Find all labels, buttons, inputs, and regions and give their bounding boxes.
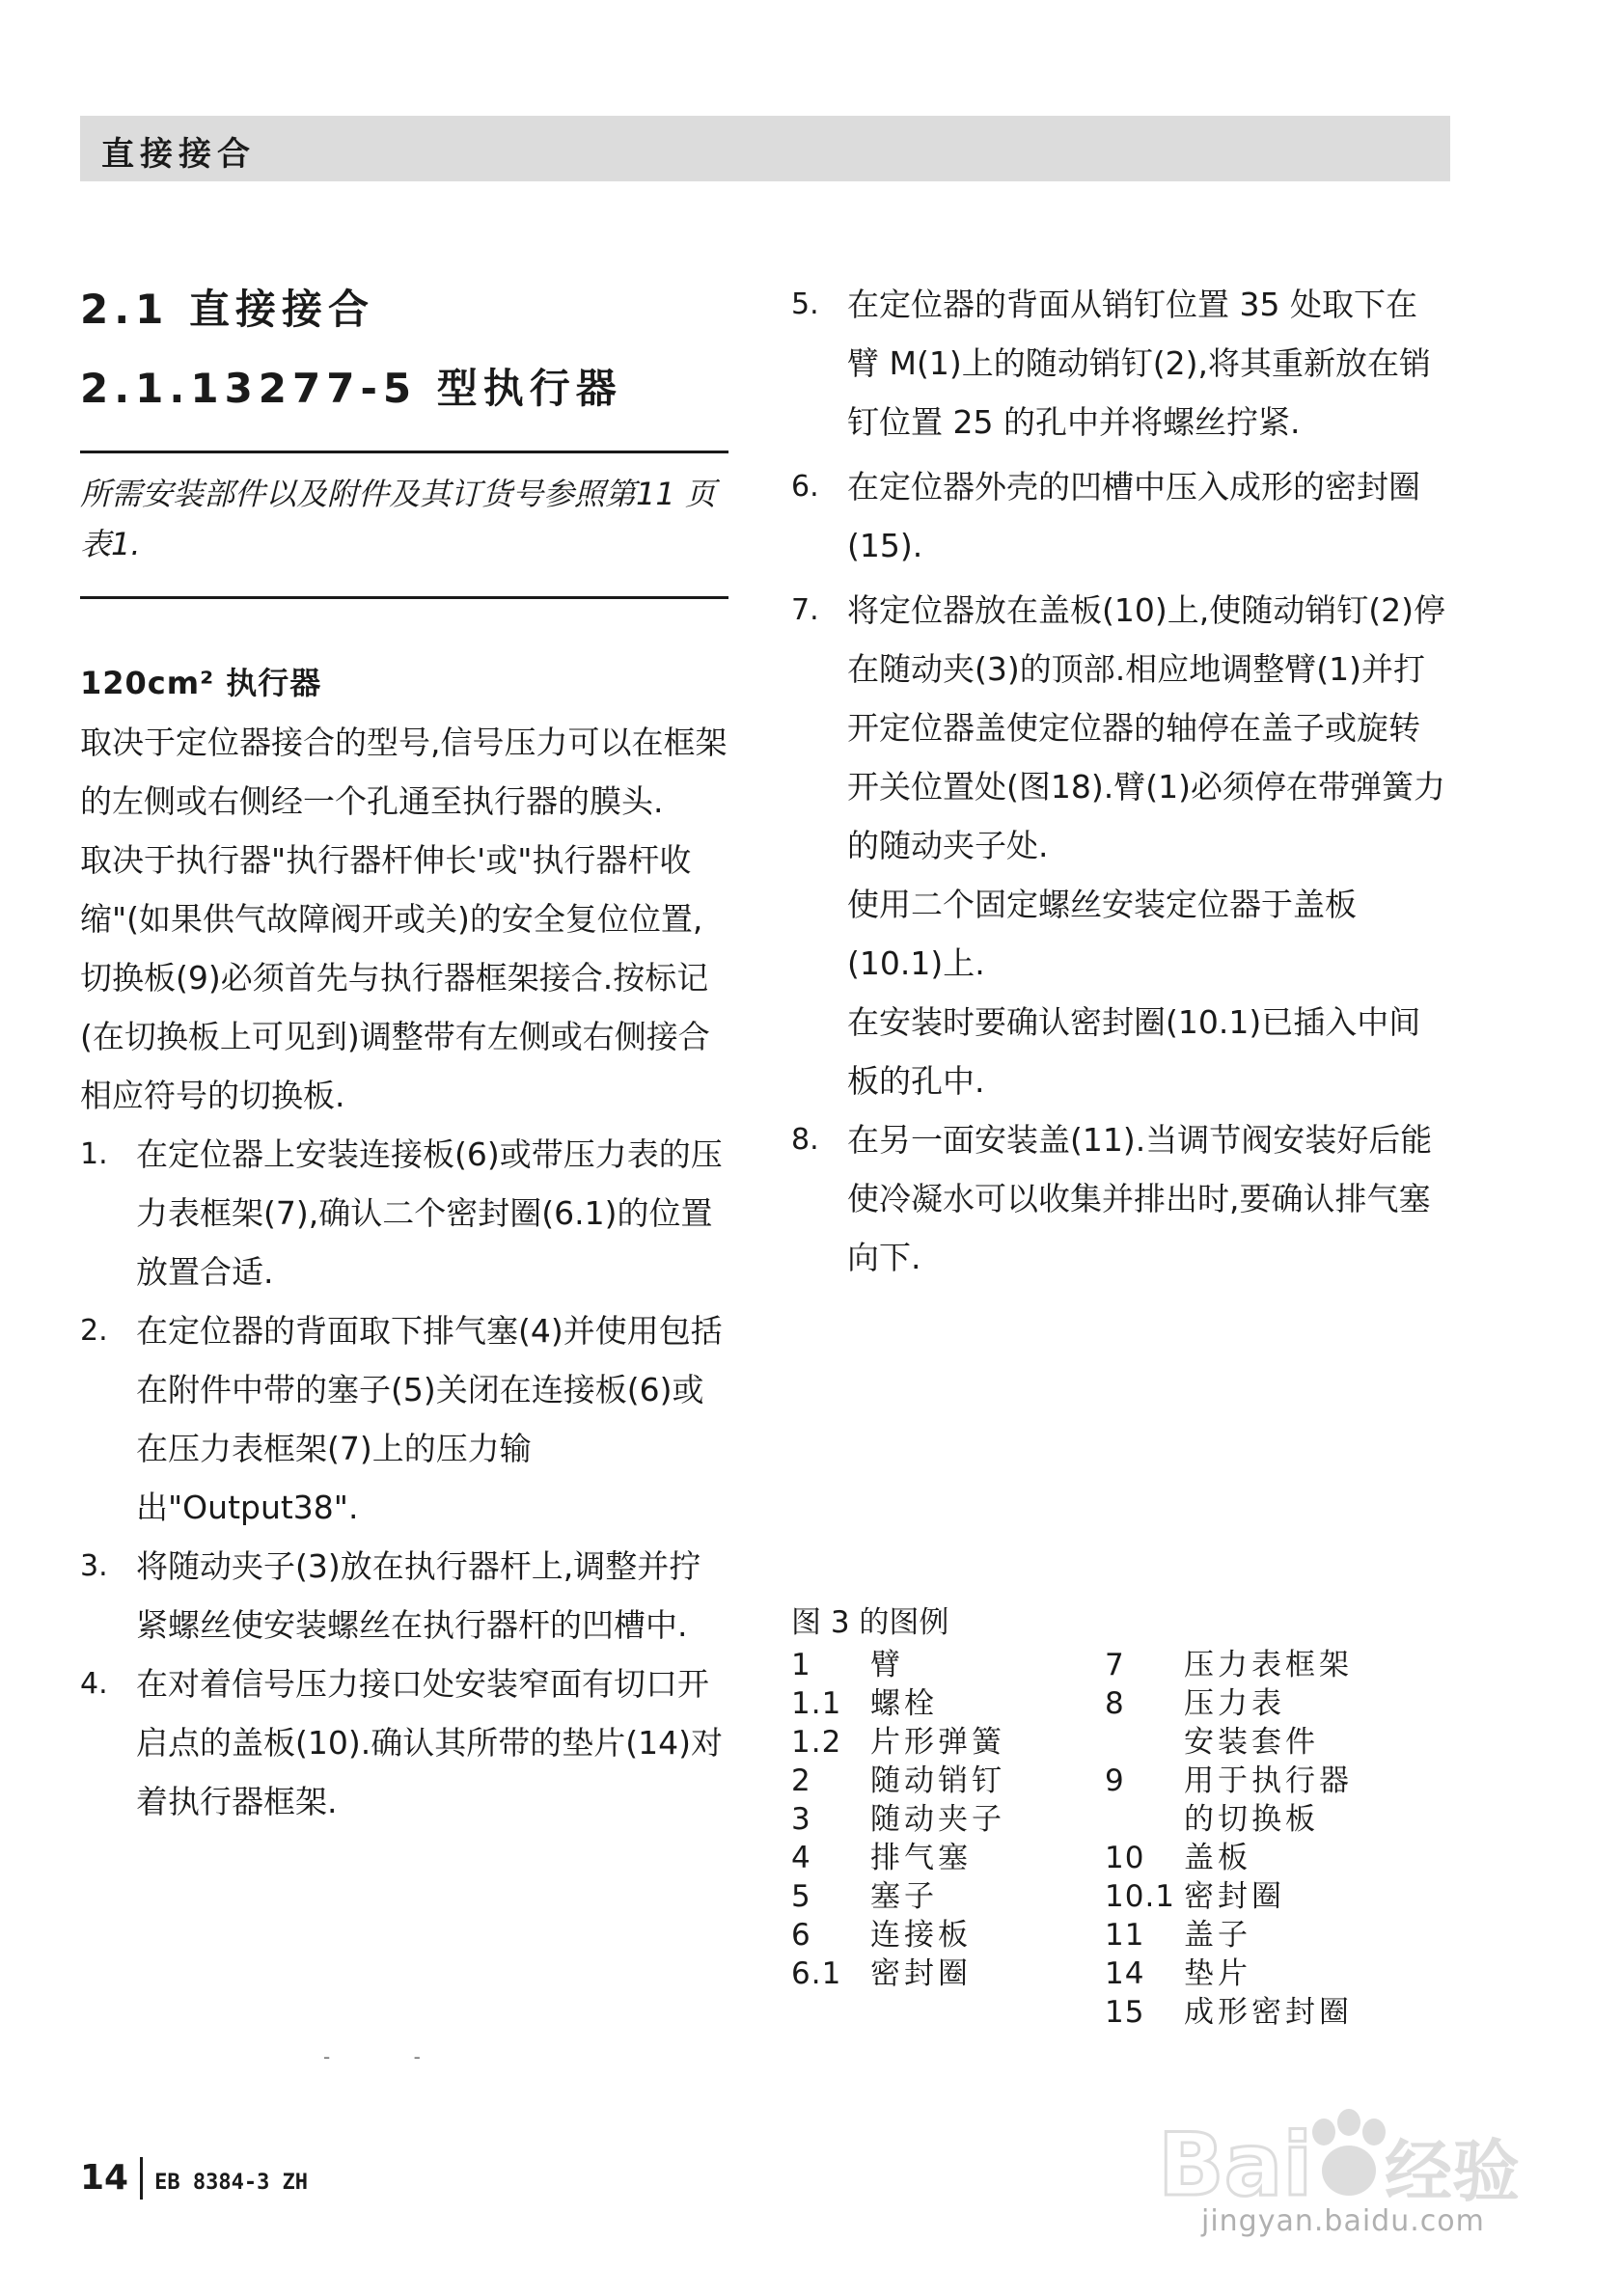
- legend-number: 6.1: [791, 1956, 842, 1991]
- watermark-url: jingyan.baidu.com: [1201, 2204, 1485, 2238]
- intro-paragraph-2: 取决于执行器"执行器杆伸长'或"执行器杆收缩"(如果供气故障阀开或关)的安全复位位置,切换板(9)必须首先与执行器框架接合.按标记(在切换板上可见到)调整带有左侧或右侧接合相应符号的切换板.: [80, 841, 710, 1114]
- step-number: 8.: [791, 1123, 819, 1157]
- step-6: [791, 457, 1447, 575]
- intro-paragraph-1: 取决于定位器接合的型号,信号压力可以在框架的左侧或右侧经一个孔通至执行器的膜头.: [80, 724, 728, 820]
- legend-item: [791, 1839, 1110, 1877]
- legend-label: 盖子: [1184, 1918, 1251, 1953]
- legend-label: 用于执行器: [1184, 1763, 1353, 1798]
- legend-label: 的切换板: [1184, 1802, 1319, 1837]
- legend-item: [791, 1762, 1110, 1800]
- legend-number: 10.1: [1105, 1879, 1176, 1914]
- step-number: 3.: [80, 1549, 108, 1583]
- step-text: 将定位器放在盖板(10)上,使随动销钉(2)停在随动夹(3)的顶部.相应地调整臂(1)并打开定位器盖使定位器的轴停在盖子或旋转开关位置处(图18).臂(1)必须停在带弹簧力的随动夹子处.: [847, 591, 1445, 864]
- page-number: 14: [80, 2157, 143, 2200]
- legend-label: 安装套件: [1184, 1725, 1319, 1760]
- legend-label: 排气塞: [870, 1841, 972, 1875]
- legend-number: 1: [791, 1648, 811, 1682]
- legend-number: 5: [791, 1879, 811, 1914]
- legend-item: [1105, 1800, 1433, 1839]
- divider-top: [80, 451, 728, 453]
- section-header-title: 直接接合: [101, 135, 256, 174]
- legend-item: [1105, 1877, 1433, 1916]
- legend-item: [791, 1954, 1110, 1993]
- legend-number: 8: [1105, 1686, 1125, 1721]
- legend-number: 1.2: [791, 1725, 842, 1760]
- figure-legend: [791, 1601, 1428, 2030]
- step-number: 1.: [80, 1137, 108, 1171]
- legend-item: [791, 1877, 1110, 1916]
- step-text: 在定位器外壳的凹槽中压入成形的密封圈(15).: [847, 468, 1420, 564]
- step-number: 2.: [80, 1314, 108, 1348]
- legend-label: 螺栓: [870, 1686, 938, 1721]
- legend-number: 11: [1105, 1918, 1145, 1953]
- legend-label: 盖板: [1184, 1841, 1251, 1875]
- legend-label: 片形弹簧: [870, 1725, 1005, 1760]
- legend-number: 9: [1105, 1763, 1125, 1798]
- legend-number: 14: [1105, 1956, 1145, 1991]
- legend-number: 15: [1105, 1995, 1145, 2030]
- legend-item: [791, 1646, 1110, 1684]
- legend-number: 10: [1105, 1841, 1145, 1875]
- legend-number: 6: [791, 1918, 811, 1953]
- legend-label: 密封圈: [870, 1956, 972, 1991]
- step-5: [791, 275, 1447, 451]
- svg-text:Bai: Bai: [1158, 2115, 1313, 2216]
- step-3: [80, 1537, 728, 1654]
- heading-2-1: 2.1 直接接合: [80, 286, 375, 333]
- legend-label: 压力表: [1184, 1686, 1285, 1721]
- divider-bottom: [80, 596, 728, 599]
- legend-number: 1.1: [791, 1686, 842, 1721]
- legend-label: 连接板: [870, 1918, 972, 1953]
- step-number: 5.: [791, 287, 819, 321]
- legend-label: 密封圈: [1184, 1879, 1285, 1914]
- step-7: [791, 581, 1447, 1110]
- legend-item: [1105, 1993, 1433, 2032]
- legend-title: 图 3 的图例: [791, 1605, 949, 1640]
- section-header-bar: [80, 116, 1450, 181]
- step-7-note-2: 在安装时要确认密封圈(10.1)已插入中间板的孔中.: [847, 1003, 1421, 1100]
- parts-note: 所需安装部件以及附件及其订货号参照第11 页表1.: [80, 476, 716, 562]
- legend-item: [1105, 1762, 1433, 1800]
- legend-item: [1105, 1839, 1433, 1877]
- left-column: [80, 275, 728, 1831]
- heading-2-1-1: 2.1.13277-5 型执行器: [80, 365, 622, 412]
- step-text: 在对着信号压力接口处安装窄面有切口开启点的盖板(10).确认其所带的垫片(14)对着执行器框架.: [136, 1665, 723, 1820]
- legend-item: [1105, 1646, 1433, 1684]
- legend-item: [791, 1800, 1110, 1839]
- legend-label: 随动夹子: [870, 1802, 1005, 1837]
- step-4: [80, 1654, 728, 1831]
- legend-label: 压力表框架: [1184, 1648, 1353, 1682]
- legend-label: 垫片: [1184, 1956, 1251, 1991]
- legend-item: [1105, 1954, 1433, 1993]
- svg-text:经验: 经验: [1385, 2132, 1520, 2211]
- step-1: [80, 1125, 728, 1301]
- right-column: [791, 275, 1447, 1287]
- step-7-note-1: 使用二个固定螺丝安装定位器于盖板(10.1)上.: [847, 886, 1357, 982]
- legend-label: 臂: [870, 1648, 904, 1682]
- legend-label: 随动销钉: [870, 1763, 1005, 1798]
- legend-item: [1105, 1723, 1433, 1762]
- step-text: 将随动夹子(3)放在执行器杆上,调整并拧紧螺丝使安装螺丝在执行器杆的凹槽中.: [136, 1547, 701, 1644]
- steps-list-right: [791, 275, 1447, 1287]
- page-footer: [80, 2157, 308, 2200]
- legend-item: [791, 1684, 1110, 1723]
- legend-number: 3: [791, 1802, 811, 1837]
- legend-column-2: [1105, 1646, 1433, 2032]
- step-text: 在定位器的背面从销钉位置 35 处取下在臂 M(1)上的随动销钉(2),将其重新放在销钉位置 25 的孔中并将螺丝拧紧.: [847, 286, 1431, 441]
- step-number: 4.: [80, 1667, 108, 1701]
- legend-number: 7: [1105, 1648, 1125, 1682]
- step-2: [80, 1301, 728, 1537]
- legend-item: [1105, 1916, 1433, 1954]
- legend-item: [791, 1916, 1110, 1954]
- step-text: 在定位器的背面取下排气塞(4)并使用包括在附件中带的塞子(5)关闭在连接板(6)或在压力表框架(7)上的压力输出"Output38".: [136, 1312, 723, 1526]
- legend-item: [1105, 1684, 1433, 1723]
- step-text: 在定位器上安装连接板(6)或带压力表的压力表框架(7),确认二个密封圈(6.1)的位置放置合适.: [136, 1135, 723, 1291]
- step-number: 6.: [791, 470, 819, 504]
- legend-item: [791, 1723, 1110, 1762]
- step-number: 7.: [791, 593, 819, 627]
- step-8: [791, 1110, 1447, 1287]
- legend-number: 2: [791, 1763, 811, 1798]
- step-text: 在另一面安装盖(11).当调节阀安装好后能使冷凝水可以收集并排出时,要确认排气塞向下.: [847, 1121, 1433, 1276]
- steps-list-left: [80, 1125, 728, 1831]
- legend-number: 4: [791, 1841, 811, 1875]
- scan-specks: - -: [323, 2045, 459, 2068]
- legend-label: 塞子: [870, 1879, 938, 1914]
- document-code: EB 8384-3 ZH: [154, 2171, 309, 2195]
- legend-label: 成形密封圈: [1184, 1995, 1353, 2030]
- subheading-120cm2: 120cm² 执行器: [80, 665, 322, 701]
- legend-column-1: [791, 1646, 1110, 1993]
